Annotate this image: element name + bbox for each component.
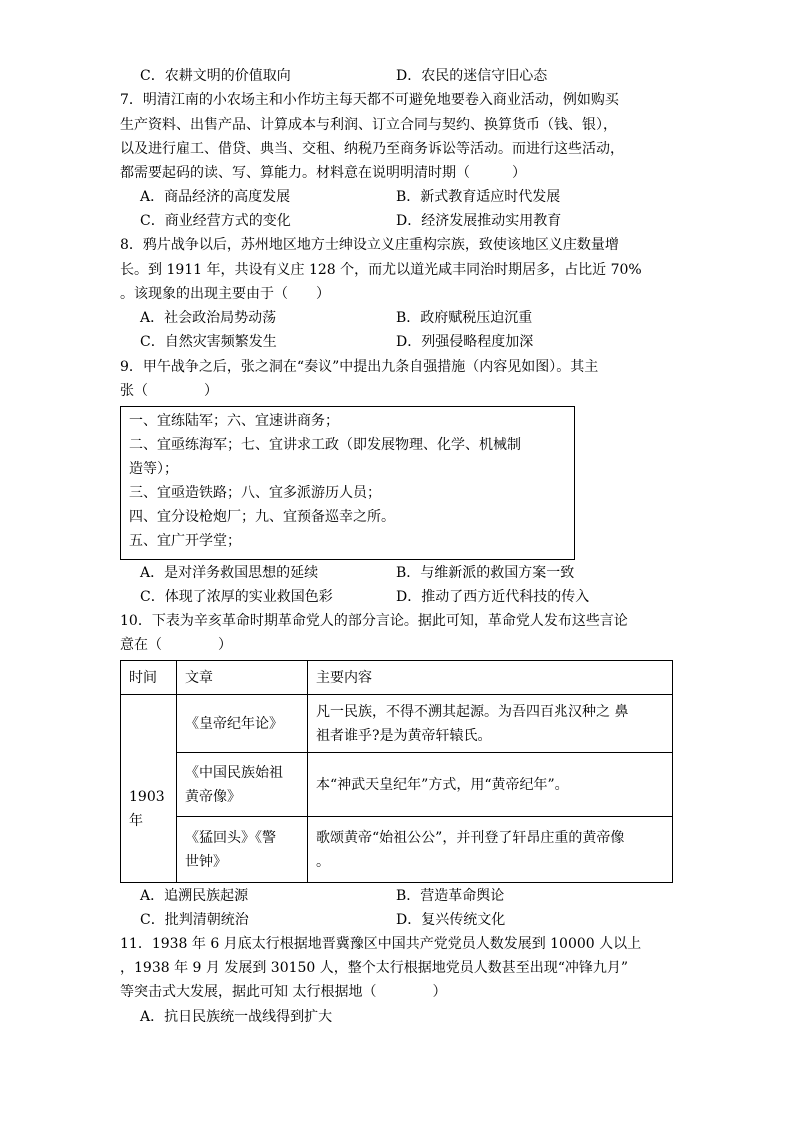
q9-box-line-2: 二、宜亟练海军；七、宜讲求工政（即发展物理、化学、机械制 (129, 437, 521, 453)
q10-option-a[interactable]: A．追溯民族起源 (140, 888, 249, 904)
q11-stem-line-2: ，1938 年 9 月 发展到 30150 人，整个太行根据地党员人数甚至出现“冲锋九月” (120, 960, 629, 976)
q8-option-b[interactable]: B．政府赋税压迫沉重 (396, 310, 533, 326)
q8-stem-line-2: 长。到 1911 年，共设有义庄 128 个，而尤以道光咸丰同治时期居多，占比近 70% (120, 262, 642, 278)
q10-option-d[interactable]: D．复兴传统文化 (396, 912, 506, 928)
q10-stem-line-2: 意在（ ） (120, 637, 232, 653)
table-row (121, 753, 673, 817)
time-cell-line-2: 年 (129, 812, 143, 829)
q11-stem-line-3: 等突击式大发展，据此可知 太行根据地（ ） (120, 984, 447, 1000)
q8-option-d[interactable]: D．列强侵略程度加深 (396, 334, 534, 350)
q9-option-a[interactable]: A．是对洋务救国思想的延续 (140, 565, 319, 581)
q7-stem-line-1: 7．明清江南的小农场主和小作坊主每天都不可避免地要卷入商业活动，例如购买 (120, 92, 619, 108)
content-text: 本“神武天皇纪年”方式，用“黄帝纪年”。 (316, 776, 569, 793)
article-cell (177, 695, 308, 753)
q7-stem-line-4: 都需要起码的读、写、算能力。材料意在说明明清时期（ ） (120, 165, 526, 181)
time-cell (121, 695, 177, 883)
content-text: 歌颂黄帝“始祖公公”，并刊登了轩昂庄重的黄帝像 (316, 829, 625, 846)
content-cell (308, 753, 673, 817)
q9-box-line-6: 五、宜广开学堂； (129, 533, 241, 549)
q8-stem-line-3: 。该现象的出现主要由于（ ） (120, 286, 330, 302)
q10-option-b[interactable]: B．营造革命舆论 (396, 888, 505, 904)
q7-stem-line-3: 以及进行雇工、借贷、典当、交租、纳税乃至商务诉讼等活动。而进行这些活动， (120, 141, 624, 157)
article-text: 《猛回头》《警 (185, 829, 276, 846)
q9-box-line-5: 四、宜分设枪炮厂；九、宜预备巡幸之所。 (129, 509, 395, 525)
q7-option-c[interactable]: C．商业经营方式的变化 (140, 213, 291, 229)
header-article: 文章 (177, 661, 308, 695)
q6-option-d[interactable]: D．农民的迷信守旧心态 (396, 68, 548, 84)
q6-option-c[interactable]: C．农耕文明的价值取向 (140, 68, 291, 84)
q9-stem-line-2: 张（ ） (120, 383, 218, 399)
q7-stem-line-2: 生产资料、出售产品、计算成本与利润、订立合同与契约、换算货币（钱、银）， (120, 117, 617, 133)
q7-option-b[interactable]: B．新式教育适应时代发展 (396, 189, 561, 205)
q10-option-c[interactable]: C．批判清朝统治 (140, 912, 249, 928)
q8-stem-line-1: 8．鸦片战争以后，苏州地区地方士绅设立义庄重构宗族，致使该地区义庄数量增 (120, 237, 619, 253)
article-text: 《中国民族始祖 (185, 764, 283, 781)
q9-measures-box (120, 406, 575, 560)
article-text: 《皇帝纪年论》 (185, 715, 283, 732)
q7-option-d[interactable]: D．经济发展推动实用教育 (396, 213, 562, 229)
q9-box-line-1: 一、宜练陆军；六、宜速讲商务； (129, 413, 339, 429)
header-content: 主要内容 (308, 661, 673, 695)
article-cell (177, 753, 308, 817)
content-text: 祖者谁乎?是为黄帝轩辕氏。 (316, 727, 492, 744)
q7-option-a[interactable]: A．商品经济的高度发展 (140, 189, 291, 205)
time-cell-line-1: 1903 (129, 788, 165, 805)
q8-option-a[interactable]: A．社会政治局势动荡 (140, 310, 277, 326)
table-row (121, 817, 673, 883)
article-text: 黄帝像》 (185, 788, 241, 805)
content-cell (308, 817, 673, 883)
q10-stem-line-1: 10．下表为辛亥革命时期革命党人的部分言论。据此可知，革命党人发布这些言论 (120, 613, 628, 629)
article-text: 世钟》 (185, 853, 227, 870)
q8-option-c[interactable]: C．自然灾害频繁发生 (140, 334, 277, 350)
q11-stem-line-1: 11．1938 年 6 月底太行根据地晋冀豫区中国共产党党员人数发展到 10000 人以上 (120, 936, 642, 952)
q9-box-line-3: 造等）； (129, 461, 178, 477)
content-cell (308, 695, 673, 753)
q10-table (120, 660, 673, 883)
q11-option-a[interactable]: A．抗日民族统一战线得到扩大 (140, 1009, 333, 1025)
q9-option-c[interactable]: C．体现了浓厚的实业救国色彩 (140, 589, 333, 605)
q9-option-d[interactable]: D．推动了西方近代科技的传入 (396, 589, 590, 605)
q9-box-line-4: 三、宜亟造铁路；八、宜多派游历人员； (129, 485, 381, 501)
article-cell (177, 817, 308, 883)
q9-stem-line-1: 9．甲午战争之后，张之洞在“奏议”中提出九条自强措施（内容见如图）。其主 (120, 359, 599, 375)
header-time: 时间 (121, 661, 177, 695)
table-row (121, 695, 673, 753)
table-header-row (121, 661, 673, 695)
q9-option-b[interactable]: B．与维新派的救国方案一致 (396, 565, 575, 581)
content-text: 。 (316, 853, 330, 870)
content-text: 凡一民族，不得不溯其起源。为吾四百兆汉种之 鼻 (316, 703, 629, 720)
